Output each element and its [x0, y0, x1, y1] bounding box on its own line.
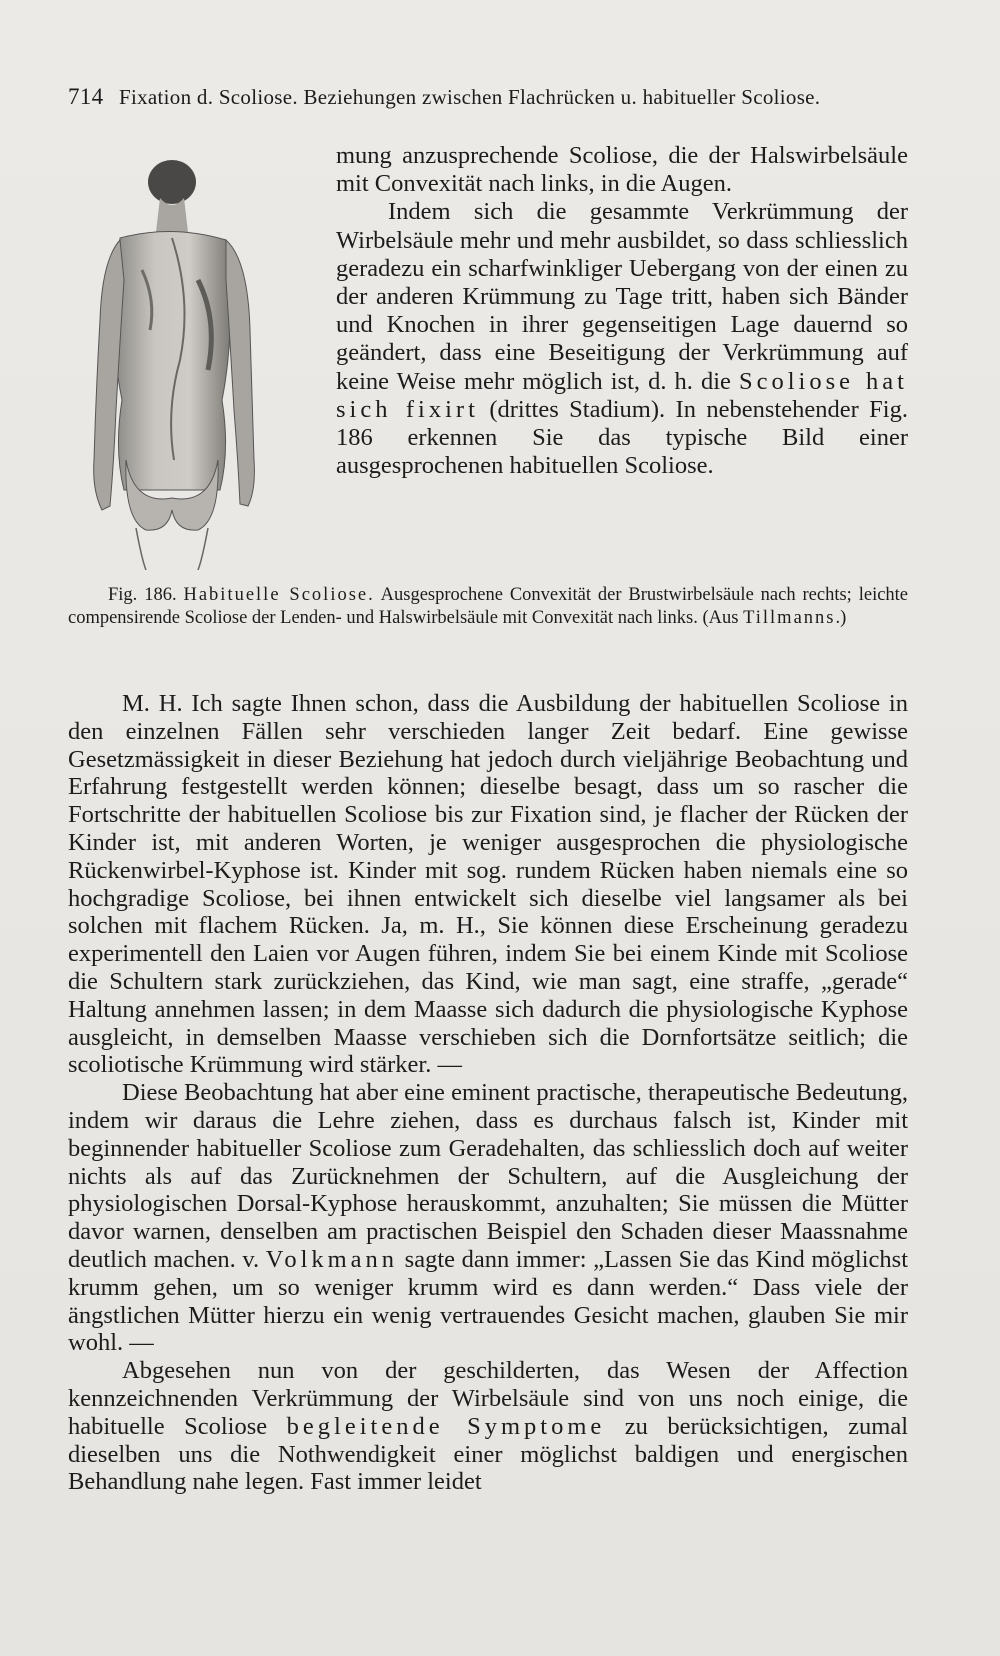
- side-paragraph-1: mung anzusprechende Scoliose, die der Halswirbelsäule mit Convexität nach links, in die Augen.: [336, 142, 908, 198]
- back-view-scoliosis-figure-icon: [80, 160, 270, 570]
- page-number: 714: [68, 84, 104, 109]
- main-text: [68, 690, 908, 1496]
- spaced-emphasis: Scoliose hat sich fixirt: [336, 367, 908, 423]
- body-paragraph-3: Abgesehen nun von der geschilderten, das Wesen der Affection kennzeichnenden Verkrümmung der Wirbelsäule sind von uns noch einige, die habituelle Scoliose begleitende Symptome zu berücksichtigen, zumal dieselben uns die Nothwendigkeit einer möglichst baldigen und energischen Behandlung nahe legen. Fast immer leidet: [68, 1357, 909, 1496]
- figure-186: [80, 160, 270, 570]
- running-header: [68, 84, 908, 110]
- body-paragraph-1: M. H. Ich sagte Ihnen schon, dass die Ausbildung der habituellen Scoliose in den einzelnen Fällen sehr verschieden langer Zeit bedarf. Eine gewisse Gesetzmässigkeit in dieser Beziehung hat jedoch durch vieljährige Beobachtung und Erfahrung festgestellt werden können; dieselbe besagt, dass um so rascher die Fortschritte der habituellen Scoliose bis zur Fixation sind, je flacher der Rücken der Kinder ist, mit anderen Worten, je weniger ausgesprochen die physiologische Rückenwirbel-Kyphose ist. Kinder mit sog. rundem Rücken haben niemals eine so hochgradige Scoliose, bei ihnen entwickelt sich dieselbe viel langsamer als bei solchen mit flachem Rücken. Ja, m. H., Sie können diese Erscheinung geradezu experimentell den Laien vor Augen führen, indem Sie bei einem Kinde mit Scoliose die Schultern stark zurückziehen, das Kind, wie man sagt, eine straffe, „gerade“ Haltung annehmen lassen; in dem Maasse sich dadurch die physiologische Kyphose ausgleicht, in demselben Maasse verschieben sich die Dornfortsätze seitlich; die scoliotische Krümmung wird stärker. —: [68, 690, 908, 1079]
- caption-label: Fig. 186.: [108, 585, 177, 605]
- spaced-emphasis-symptoms: begleitende Symptome: [286, 1412, 606, 1440]
- caption-title: Habituelle Scoliose.: [183, 585, 375, 605]
- body-paragraph-2: Diese Beobachtung hat aber eine eminent practische, therapeutische Bedeutung, indem wir daraus die Lehre ziehen, dass es durchaus falsch ist, Kinder mit beginnender habitueller Scoliose zum Geradehalten, das schliesslich doch auf weiter nichts als auf das Zurücknehmen der Schultern, auf die Ausgleichung der physiologischen Dorsal-Kyphose herauskommt, anzuhalten; Sie müssen die Mütter davor warnen, denselben am practischen Beispiel den Schaden dieser Maassnahme deutlich machen. v. Volkmann sagte dann immer: „Lassen Sie das Kind möglichst krumm gehen, um so weniger krumm wird es dann werden.“ Dass viele der ängstlichen Mütter hierzu ein wenig vertrauendes Gesicht machen, glauben Sie mir wohl. —: [68, 1079, 909, 1357]
- author-name: Volkmann: [265, 1245, 399, 1273]
- side-paragraph-2: Indem sich die gesammte Verkrümmung der Wirbelsäule mehr und mehr ausbildet, so dass schliesslich geradezu ein scharfwinkliger Uebergang von der einen zu der anderen Krümmung zu Tage tritt, haben sich Bänder und Knochen in ihrer gegenseitigen Lage dauernd so geändert, dass eine Beseitigung der Verkrümmung auf keine Weise mehr möglich ist, d. h. die Scoliose hat sich fixirt (drittes Stadium). In nebenstehender Fig. 186 erkennen Sie das typische Bild einer ausgesprochenen habituellen Scoliose.: [336, 198, 908, 480]
- caption-source: Tillmanns: [743, 607, 836, 628]
- figure-caption: Fig. 186. Habituelle Scoliose. Ausgesprochene Convexität der Brustwirbelsäule nach rechts; leichte compensirende Scoliose der Lenden- und Halswirbelsäule mit Convexität nach links. (Aus Tillmanns.): [68, 585, 909, 628]
- side-text-column: [336, 142, 908, 480]
- caption-text: Ausgesprochene Convexität der Brustwirbelsäule nach rechts; leichte compensirende Scoliose der Lenden- und Halswirbelsäule mit Convexität nach links.: [68, 585, 909, 628]
- running-title: Fixation d. Scoliose. Beziehungen zwischen Flachrücken u. habitueller Scoliose.: [118, 85, 821, 109]
